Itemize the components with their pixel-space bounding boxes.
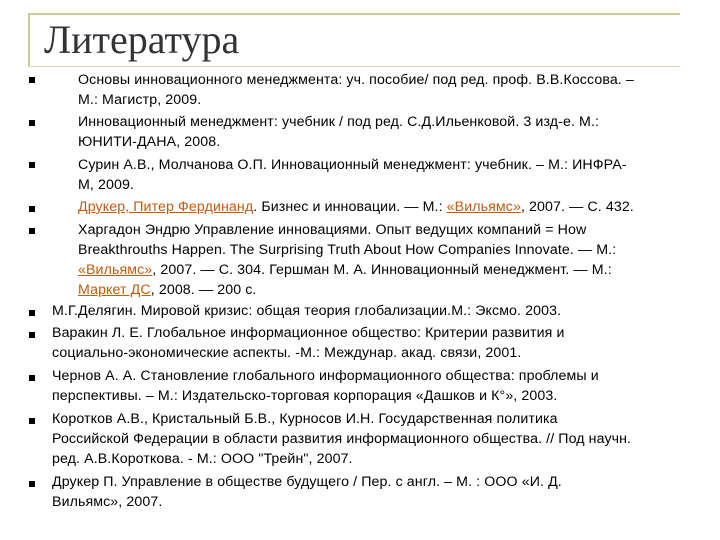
list-item: М.Г.Делягин. Мировой кризис: общая теория глобализации.М.: Эксмо. 2003. [52, 303, 562, 319]
bullet-square-icon [29, 418, 35, 424]
list-item: Инновационный менеджмент: учебник / под ред. С.Д.Ильенковой. 3 изд-е. М.: ЮНИТИ-ДАНА, 2008. [78, 114, 600, 150]
author-link-drucker[interactable]: Друкер, Питер Фердинанд [78, 199, 254, 215]
bullet-square-icon [29, 375, 35, 381]
bullet-square-icon [29, 162, 35, 168]
bullet-square-icon [29, 228, 35, 234]
publisher-link-williams[interactable]: «Вильямс» [446, 199, 521, 215]
publisher-link-williams[interactable]: «Вильямс» [78, 262, 153, 278]
bullet-square-icon [29, 120, 35, 126]
list-item: Харгадон Эндрю Управление инновациями. Опыт ведущих компаний = How Breakthrouths Happen. The Surprising Truth About How Companies Innovate. — М.: «Вильямс», 2007. — С. 304. Гершман М. А. Инновационный менеджмент. — М.: Маркет ДС, 2008. — 200 с. [78, 222, 617, 298]
bullet-square-icon [29, 206, 35, 212]
list-item: Чернов А. А. Становление глобального информационного общества: проблемы и перспективы. – М.: Издательско-торговая корпорация «Дашков и К°», 2003. [52, 368, 599, 404]
list-item: Коротков А.В., Кристальный Б.В., Курносов И.Н. Государственная политика Российской Федерации в области развития информационного общества. // Под научн. ред. А.В.Короткова. - М.: ООО "Трейн", 2007. [52, 411, 632, 467]
bullet-square-icon [29, 481, 35, 487]
list-item: Сурин А.В., Молчанова О.П. Инновационный менеджмент: учебник. – М.: ИНФРА- М, 2009. [78, 157, 627, 193]
slide-title: Литература [44, 17, 240, 62]
list-item: Друкер П. Управление в обществе будущего / Пер. с англ. – М. : ООО «И. Д. Вильямс», 2007. [52, 474, 562, 510]
bullet-square-icon [29, 77, 35, 83]
list-item: Друкер, Питер Фердинанд. Бизнес и инновации. — М.: «Вильямс», 2007. — С. 432. [78, 199, 634, 215]
bullet-square-icon [29, 332, 35, 338]
publisher-link-market-ds[interactable]: Маркет ДС [78, 282, 151, 298]
bullet-square-icon [29, 310, 35, 316]
list-item: Варакин Л. Е. Глобальное информационное общество: Критерии развития и социально-экономические аспекты. -М.: Междунар. акад. связи, 2001. [52, 325, 565, 361]
list-item: Основы инновационного менеджмента: уч. пособие/ под ред. проф. В.В.Коссова. – М.: Магистр, 2009. [78, 72, 634, 108]
